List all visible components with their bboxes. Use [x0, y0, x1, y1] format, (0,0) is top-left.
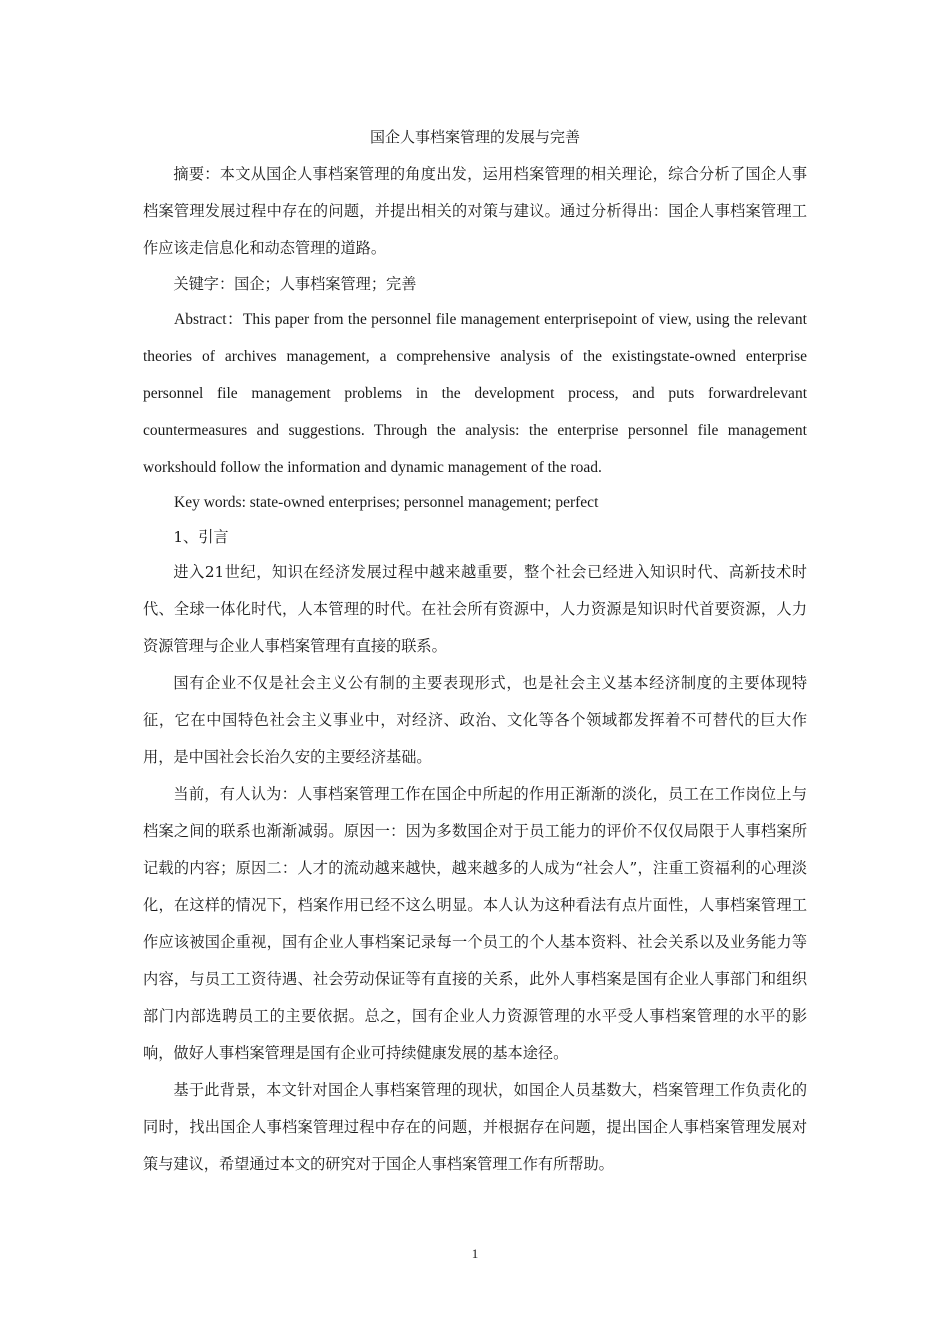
- body-paragraph: 进入21世纪，知识在经济发展过程中越来越重要，整个社会已经进入知识时代、高新技术时代、全球一体化时代，人本管理的时代。在社会所有资源中，人力资源是知识时代首要资源，人力资源管理与企业人事档案管理有直接的联系。: [143, 563, 807, 655]
- abstract-english: Abstract：This paper from the personnel file management enterprisepoint of view, using the relevant theories of archives management, a comprehensive analysis of the existingstate-owned enterprise personnel file management problems in the development process, and puts forwardrelevant countermeasures and suggestions. Through the analysis: the enterprise personnel file management workshould follow the information and dynamic management of the road.: [143, 311, 807, 476]
- body-paragraph: 国有企业不仅是社会主义公有制的主要表现形式，也是社会主义基本经济制度的主要体现特征，它在中国特色社会主义事业中，对经济、政治、文化等各个领域都发挥着不可替代的巨大作用，是中国社会长治久安的主要经济基础。: [143, 674, 807, 766]
- document-title: 国企人事档案管理的发展与完善: [369, 128, 580, 146]
- keywords-chinese: 关键字：国企；人事档案管理；完善: [173, 275, 417, 293]
- page-number: 1: [471, 1246, 479, 1261]
- section-heading-introduction: 1、引言: [173, 528, 229, 546]
- abstract-chinese: 摘要：本文从国企人事档案管理的角度出发，运用档案管理的相关理论，综合分析了国企人事档案管理发展过程中存在的问题，并提出相关的对策与建议。通过分析得出：国企人事档案管理工作应该走信息化和动态管理的道路。: [143, 165, 807, 257]
- document-body: [143, 122, 807, 1183]
- body-paragraph: 基于此背景，本文针对国企人事档案管理的现状，如国企人员基数大，档案管理工作负责化的同时，找出国企人事档案管理过程中存在的问题，并根据存在问题，提出国企人事档案管理发展对策与建议，希望通过本文的研究对于国企人事档案管理工作有所帮助。: [143, 1081, 807, 1173]
- body-paragraph: 当前，有人认为：人事档案管理工作在国企中所起的作用正渐渐的淡化，员工在工作岗位上与档案之间的联系也渐渐减弱。原因一：因为多数国企对于员工能力的评价不仅仅局限于人事档案所记载的内容；原因二：人才的流动越来越快，越来越多的人成为“社会人”，注重工资福利的心理淡化，在这样的情况下，档案作用已经不这么明显。本人认为这种看法有点片面性，人事档案管理工作应该被国企重视，国有企业人事档案记录每一个员工的个人基本资料、社会关系以及业务能力等内容，与员工工资待遇、社会劳动保证等有直接的关系，此外人事档案是国有企业人事部门和组织部门内部选聘员工的主要依据。总之，国有企业人力资源管理的水平受人事档案管理的水平的影响，做好人事档案管理是国有企业可持续健康发展的基本途径。: [143, 785, 807, 1062]
- keywords-english: Key words: state-owned enterprises; personnel management; perfect: [174, 494, 599, 511]
